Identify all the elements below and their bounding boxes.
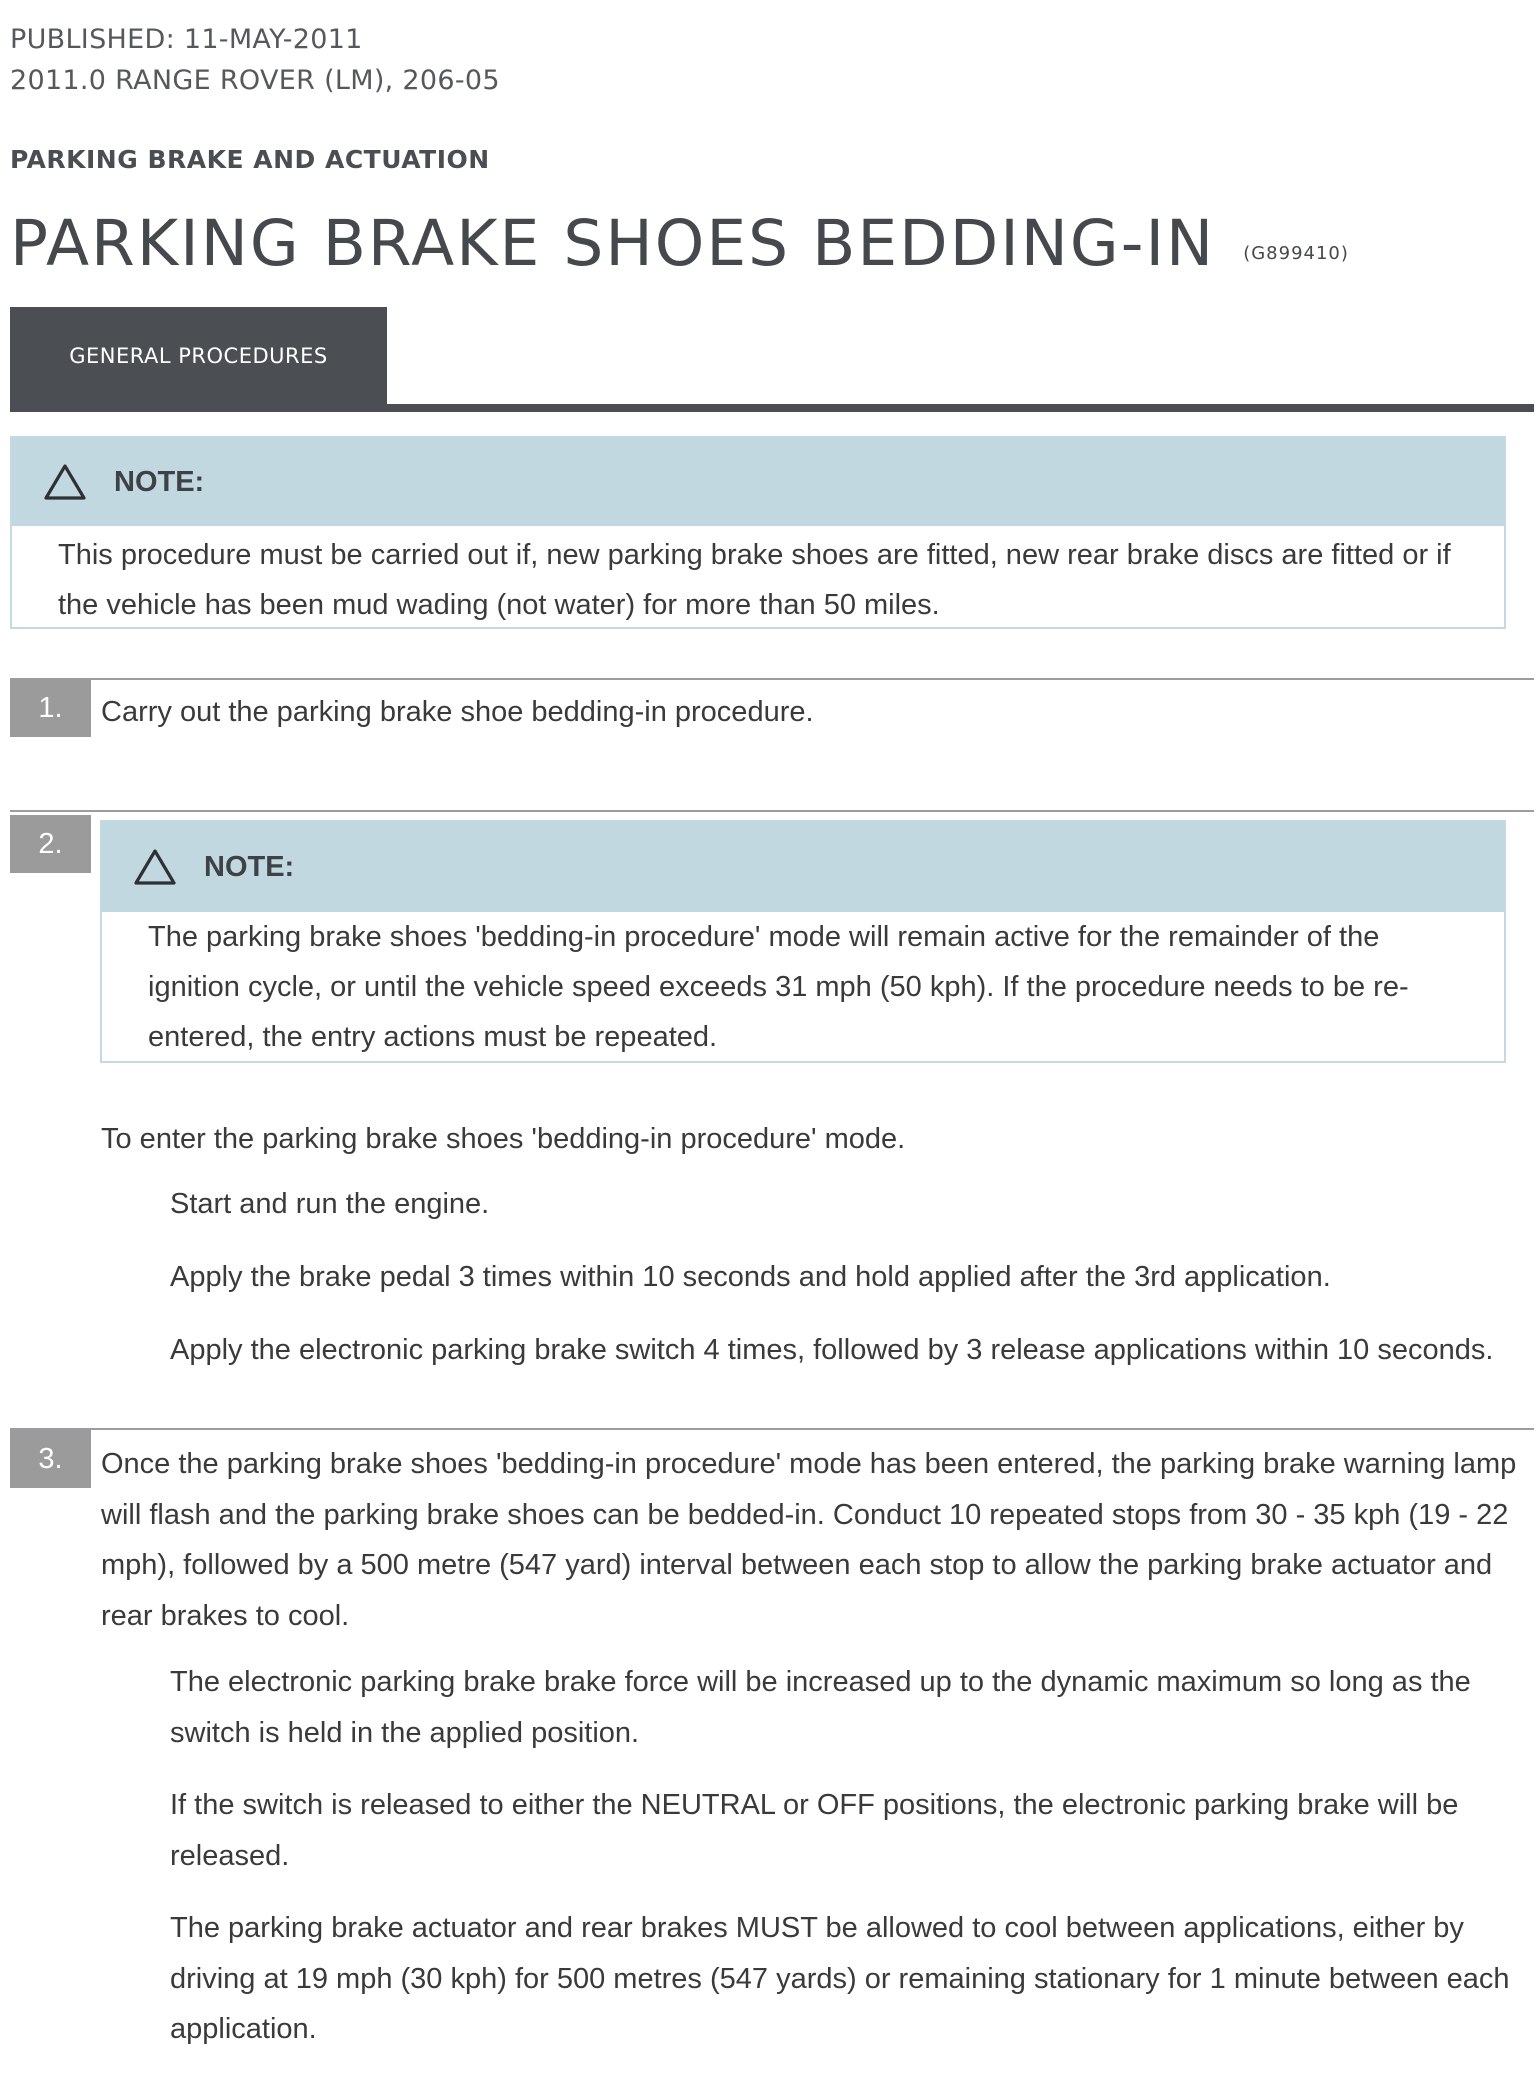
section-heading: PARKING BRAKE AND ACTUATION xyxy=(10,145,490,174)
substep: Apply the brake pedal 3 times within 10 seconds and hold applied after the 3rd application. xyxy=(170,1261,1331,1293)
tab-general-procedures[interactable] xyxy=(10,307,387,405)
note-box xyxy=(100,820,1506,1063)
substep: Apply the electronic parking brake switch 4 times, followed by 3 release applications within 10 seconds. xyxy=(170,1334,1494,1366)
note-label: NOTE: xyxy=(204,850,295,883)
substep: Start and run the engine. xyxy=(170,1188,490,1220)
note-header xyxy=(102,822,1504,912)
tab-underline xyxy=(10,404,1534,412)
note-label: NOTE: xyxy=(114,465,205,498)
vehicle-model: 2011.0 RANGE ROVER (LM), 206-05 xyxy=(10,65,500,96)
warning-triangle-icon xyxy=(42,462,88,502)
step-number: 2. xyxy=(10,815,91,873)
step-divider xyxy=(10,810,1534,812)
step-divider xyxy=(10,1428,1534,1430)
page-title xyxy=(10,207,1349,280)
substep: The electronic parking brake brake force will be increased up to the dynamic maximum so long as the switch is held in the applied position. xyxy=(170,1666,1471,1749)
note-text: This procedure must be carried out if, new parking brake shoes are fitted, new rear brake discs are fitted or if the vehicle has been mud wading (not water) for more than 50 miles. xyxy=(58,539,1451,621)
procedure-code: (G899410) xyxy=(1243,243,1349,264)
step-number: 1. xyxy=(10,679,91,737)
note-text: The parking brake shoes 'bedding-in procedure' mode will remain active for the remainder of the ignition cycle, or until the vehicle speed exceeds 31 mph (50 kph). If the procedure needs to be re-entered, the entry actions must be repeated. xyxy=(148,921,1409,1053)
page-title-text: PARKING BRAKE SHOES BEDDING-IN xyxy=(10,207,1216,280)
step-1-text: Carry out the parking brake shoe bedding-in procedure. xyxy=(101,696,814,728)
warning-triangle-icon xyxy=(132,847,178,887)
note-box xyxy=(10,436,1506,629)
step-2-intro: To enter the parking brake shoes 'bedding-in procedure' mode. xyxy=(101,1123,906,1155)
step-3-text: Once the parking brake shoes 'bedding-in procedure' mode has been entered, the parking brake warning lamp will flash and the parking brake shoes can be bedded-in. Conduct 10 repeated stops from 30 - 35 kph (19 - 22 mph), followed by a 500 metre (547 yard) interval between each stop to allow the parking brake actuator and rear brakes to cool. xyxy=(101,1448,1517,1632)
step-number: 3. xyxy=(10,1430,91,1488)
substep: If the switch is released to either the NEUTRAL or OFF positions, the electronic parking brake will be released. xyxy=(170,1789,1459,1872)
substep: The parking brake actuator and rear brakes MUST be allowed to cool between applications, either by driving at 19 mph (30 kph) for 500 metres (547 yards) or remaining stationary for 1 minute between each application. xyxy=(170,1912,1510,2045)
published-date: PUBLISHED: 11-MAY-2011 xyxy=(10,24,363,55)
note-header xyxy=(12,438,1504,526)
tab-label: GENERAL PROCEDURES xyxy=(69,344,328,368)
step-divider xyxy=(10,678,1534,680)
